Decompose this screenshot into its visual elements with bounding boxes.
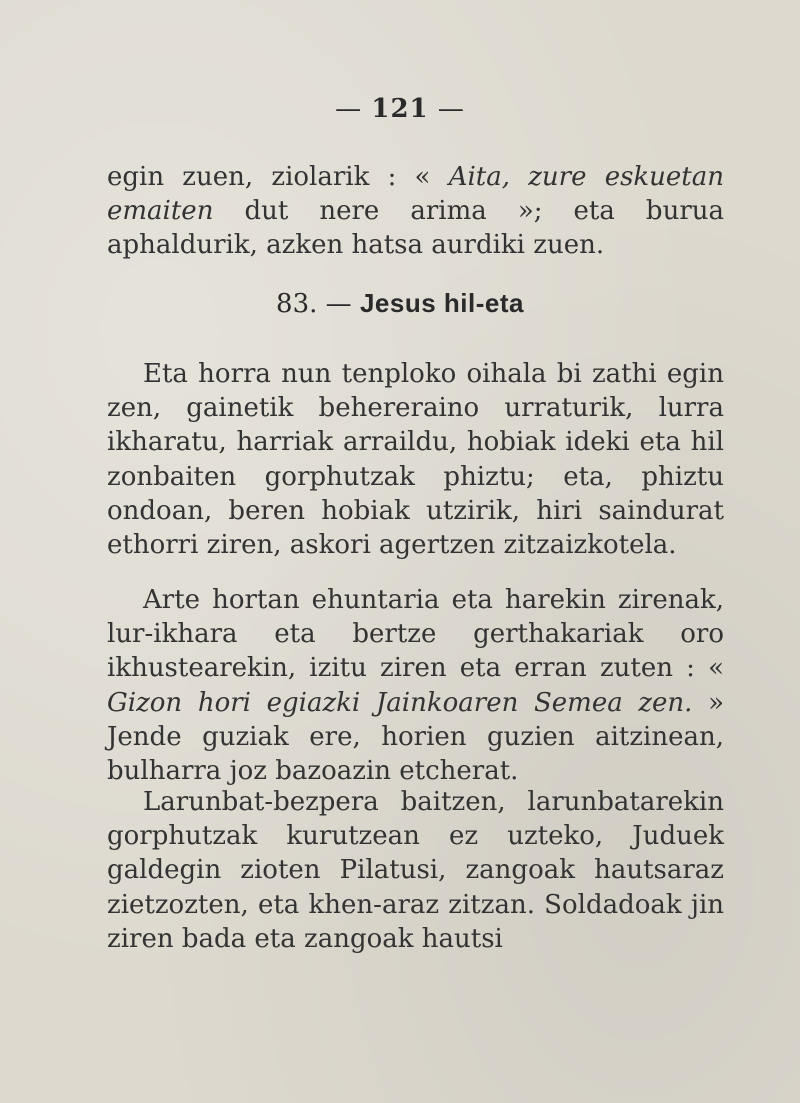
paragraph-1-text: Eta horra nun tenploko oihala bi zathi egin zen, gainetik behereraino urraturik, lurra ikharatu, harriak arraildu, hobiak ideki eta hil zonbaiten gorphutzak phiztu; eta, phiztu ondoan, beren hobiak utzirik, hiri saindurat ethorri ziren, askori agertzen zitzaizkotela.: [107, 359, 724, 561]
lead-text-a: egin zuen, ziolarik : «: [107, 162, 449, 192]
paragraph-3: [107, 785, 724, 956]
lead-quote: Aita, zure eskuetan emaiten: [107, 162, 725, 227]
paragraph-2: [107, 583, 724, 788]
section-number: 83.: [276, 289, 318, 319]
paragraph-2-text-b: » Jende guziak ere, horien guzien aitzinean, bulharra joz bazoazin etcherat.: [107, 687, 725, 787]
page-number: — 121 —: [335, 94, 465, 124]
lead-text-b: dut nere arima »; eta burua aphaldurik, azken hatsa aurdiki zuen.: [107, 196, 724, 261]
lead-paragraph: [107, 160, 724, 263]
section-dash: —: [325, 289, 352, 319]
section-title: Jesus hil-eta: [359, 288, 524, 318]
paragraph-2-text-a: Arte hortan ehuntaria eta harekin zirenak, lur-ikhara eta bertze gerthakariak oro ikhustearekin, izitu ziren eta erran zuten : «: [107, 585, 724, 684]
paragraph-2-quote: Gizon hori egiazki Jainkoaren Semea zen.: [107, 687, 693, 718]
paragraph-1: [107, 357, 724, 562]
section-heading: [0, 288, 800, 319]
paragraph-3-text: Larunbat-bezpera baitzen, larunbatarekin gorphutzak kurutzean ez uzteko, Juduek galdegin zioten Pilatusi, zangoak hautsaraz zietzozten, eta khen-araz zitzan. Soldadoak jin ziren bada eta zangoak hautsi: [107, 787, 724, 954]
page-number-value: 121: [371, 94, 429, 124]
